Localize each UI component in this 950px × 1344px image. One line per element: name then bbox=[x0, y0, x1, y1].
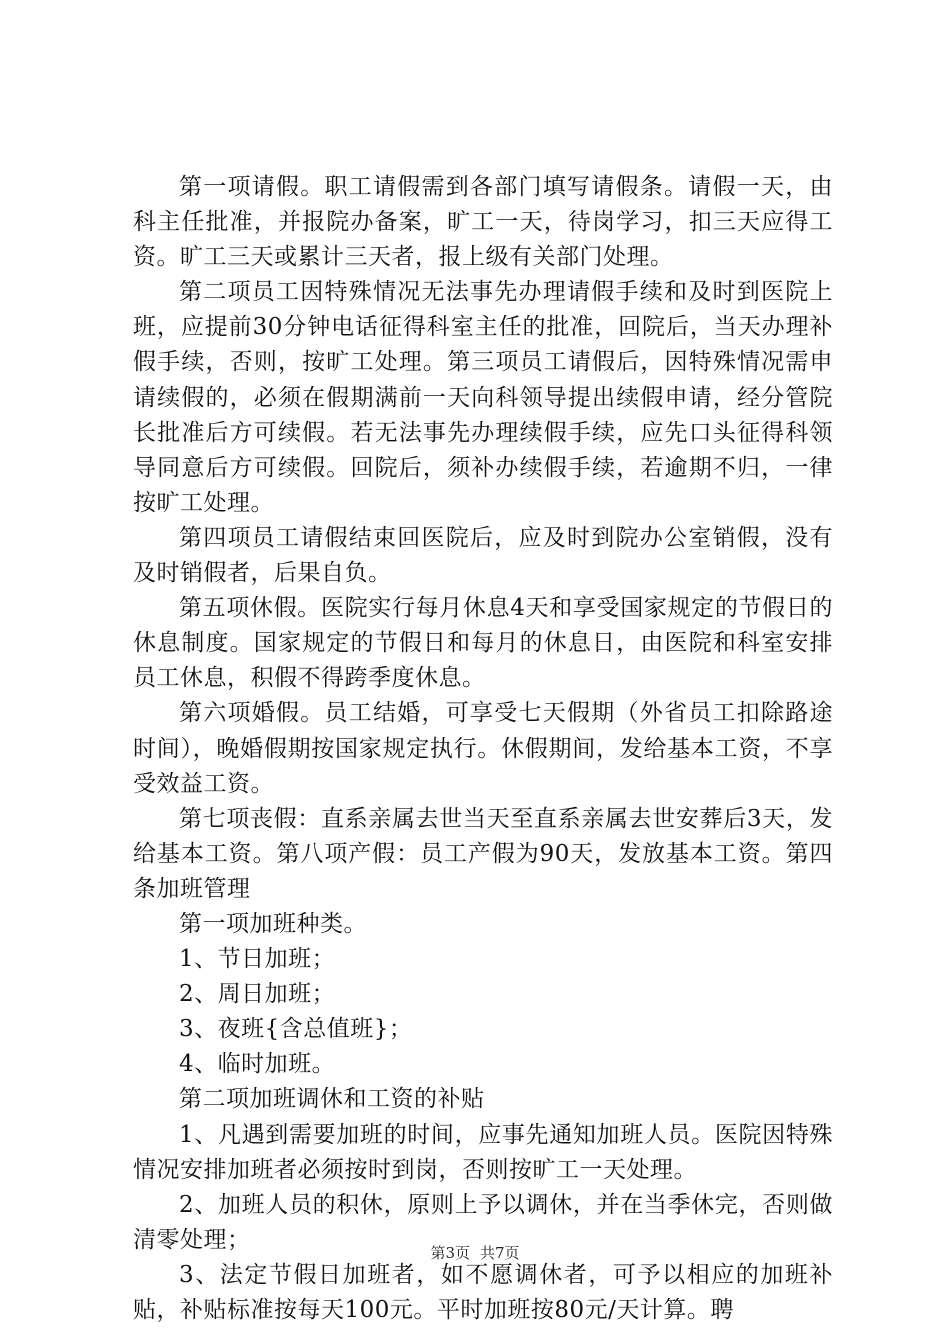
list-item: 2、加班人员的积休，原则上予以调休，并在当季休完，否则做清零处理； bbox=[133, 1191, 833, 1253]
paragraph-overtime-types: 第一项加班种类。 bbox=[179, 910, 367, 937]
page-number: 第3页 bbox=[430, 1244, 470, 1262]
list-item: 3、法定节假日加班者，如不愿调休者，可予以相应的加班补贴，补贴标准按每天100元。平时加班按80元/天计算。聘 bbox=[133, 1261, 833, 1323]
list-item: 1、节日加班； bbox=[179, 946, 336, 973]
page-total: 共7页 bbox=[480, 1244, 520, 1262]
paragraph-special-leave: 第二项员工因特殊情况无法事先办理请假手续和及时到医院上班，应提前30分钟电话征得科室主任的批准，回院后，当天办理补假手续，否则，按旷工处理。第三项员工请假后，因特殊情况需申请续假的，必须在假期满前一天向科领导提出续假申请，经分管院长批准后方可续假。若无法事先办理续假手续，应先口头征得科领导同意后方可续假。回院后，须补办续假手续，若逾期不归，一律按旷工处理。 bbox=[133, 279, 833, 516]
list-item: 3、夜班{含总值班}； bbox=[179, 1016, 413, 1043]
paragraph-marriage-leave: 第六项婚假。员工结婚，可享受七天假期（外省员工扣除路途时间），晚婚假期按国家规定执行。休假期间，发给基本工资，不享受效益工资。 bbox=[133, 700, 833, 797]
paragraph-rest-days: 第五项休假。医院实行每月休息4天和享受国家规定的节假日的休息制度。国家规定的节假日和每月的休息日，由医院和科室安排员工休息，积假不得跨季度休息。 bbox=[133, 595, 833, 692]
document-body bbox=[133, 170, 833, 1328]
list-item: 2、周日加班； bbox=[179, 981, 336, 1008]
page-footer bbox=[0, 1243, 950, 1263]
list-item: 1、凡遇到需要加班的时间，应事先通知加班人员。医院因特殊情况安排加班者必须按时到岗，否则按旷工一天处理。 bbox=[133, 1121, 833, 1183]
paragraph-leave-end: 第四项员工请假结束回医院后，应及时到院办公室销假，没有及时销假者，后果自负。 bbox=[133, 524, 833, 587]
list-item: 4、临时加班。 bbox=[179, 1051, 336, 1078]
paragraph-overtime-compensation: 第二项加班调休和工资的补贴 bbox=[179, 1086, 485, 1113]
paragraph-leave-request: 第一项请假。职工请假需到各部门填写请假条。请假一天，由科主任批准，并报院办备案，旷工一天，待岗学习，扣三天应得工资。旷工三天或累计三天者，报上级有关部门处理。 bbox=[133, 174, 833, 271]
paragraph-funeral-maternity-leave: 第七项丧假：直系亲属去世当天至直系亲属去世安葬后3天，发给基本工资。第八项产假：员工产假为90天，发放基本工资。第四条加班管理 bbox=[133, 805, 833, 902]
